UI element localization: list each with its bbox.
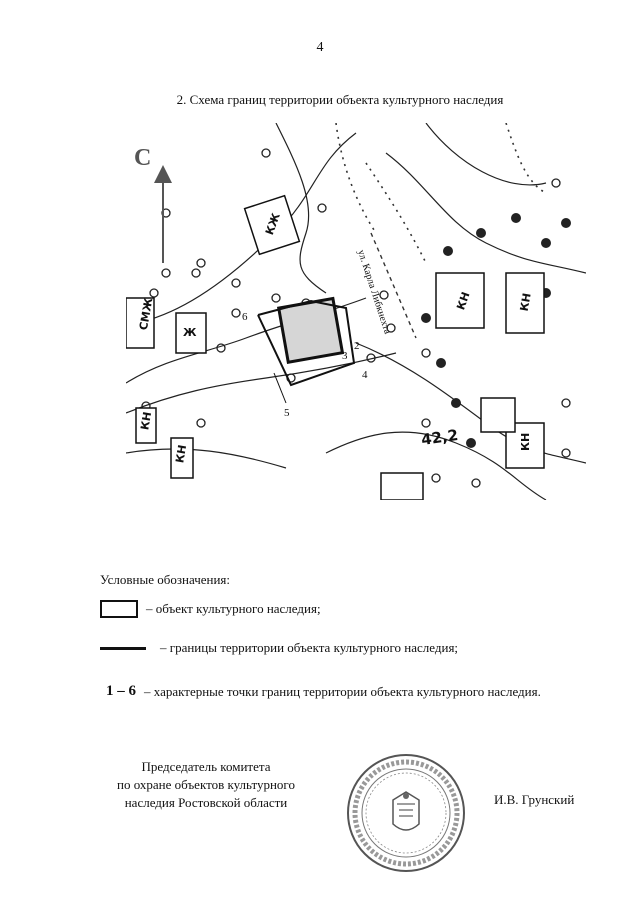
elevation-label: 42,2 (420, 425, 460, 449)
signatory-title: Председатель комитета по охране объектов культурного наследия Ростовской области (117, 759, 295, 810)
page-number: 4 (316, 40, 324, 55)
points-symbol: 1 – 6 (106, 683, 136, 699)
point-label: 3 (342, 350, 348, 362)
street-label: ул. Карла Либкнехта (355, 248, 393, 336)
signer-name: И.В. Грунский (494, 792, 575, 807)
box-symbol-icon (100, 600, 138, 618)
point-label: 5 (284, 407, 290, 419)
legend-title: Условные обозначения: (100, 572, 231, 587)
building-label: КН (173, 443, 190, 464)
legend-item-heritage-object (100, 600, 321, 618)
point-label: 2 (354, 340, 360, 352)
section-title: 2. Схема границ территории объекта культурного наследия (176, 92, 504, 107)
legend-item-characteristic-points (100, 683, 541, 700)
building-label: КЖ (262, 211, 283, 237)
boundary-scheme-map (126, 123, 586, 500)
building-label: КН (519, 432, 532, 451)
legend-item-territory-boundary (100, 640, 458, 656)
building-label: Ж (183, 326, 197, 339)
legend-text: – объект культурного наследия; (146, 601, 321, 616)
north-label: С (134, 145, 152, 171)
building-label: СМЖ (136, 296, 156, 332)
building-label: КН (138, 410, 155, 431)
line-symbol-icon (100, 647, 146, 650)
point-label: 4 (362, 369, 368, 381)
point-label: 6 (242, 311, 248, 323)
legend-text: – характерные точки границ территории объекта культурного наследия. (144, 683, 541, 699)
official-seal-icon (345, 752, 467, 874)
building-label: КН (517, 292, 534, 313)
heritage-object (279, 299, 343, 363)
building-label: КН (454, 290, 473, 312)
legend-text: – границы территории объекта культурного наследия; (160, 640, 459, 655)
